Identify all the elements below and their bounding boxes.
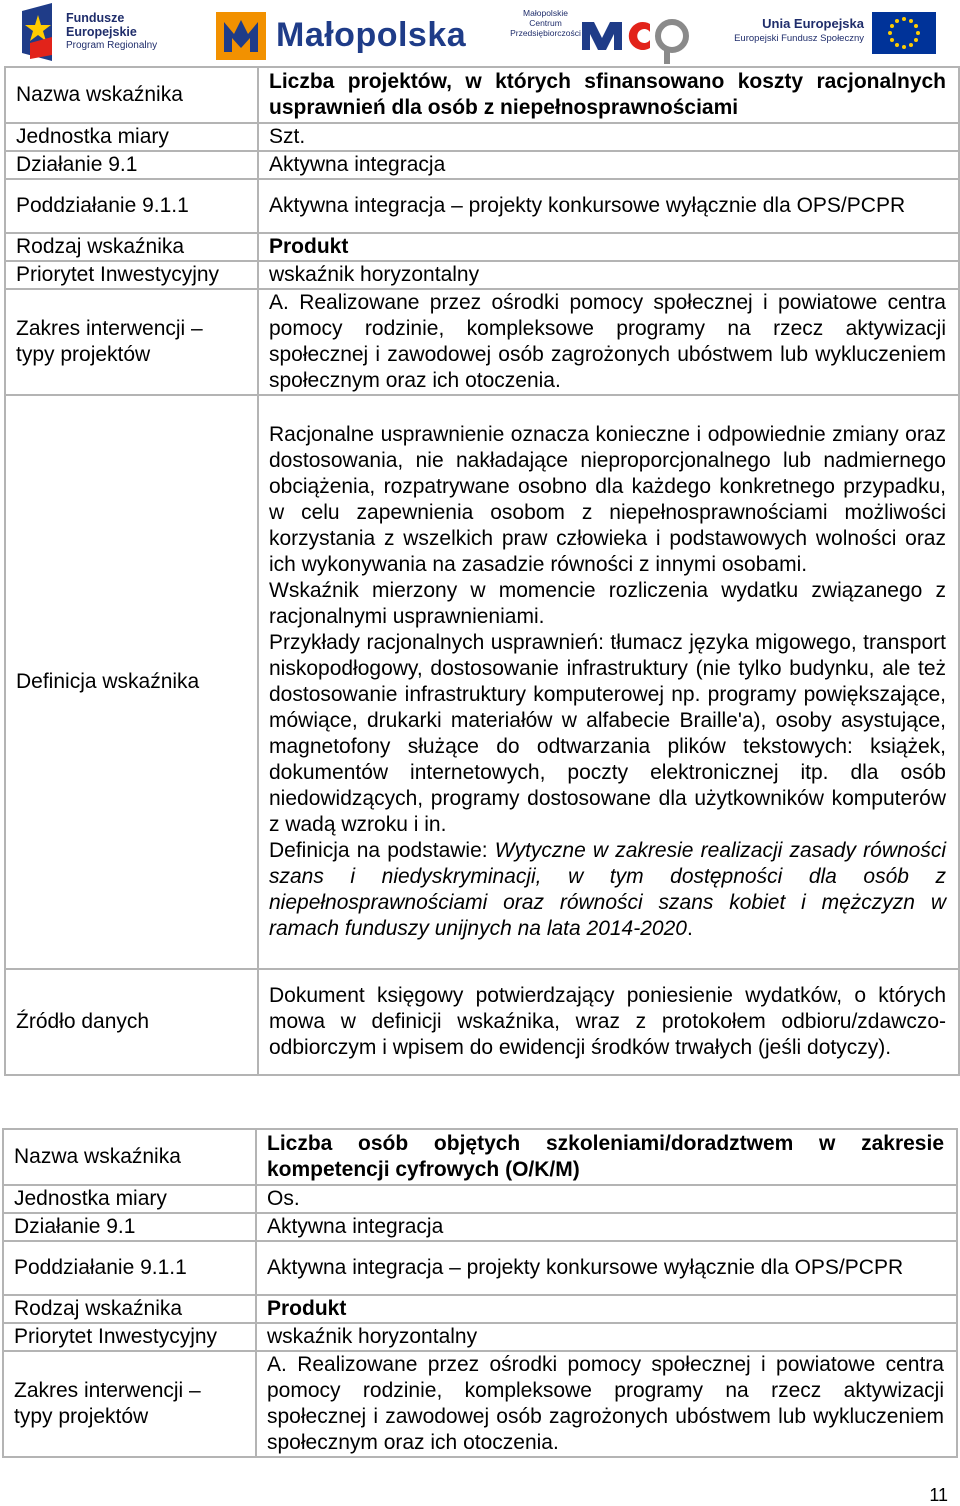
table-row	[3, 1213, 957, 1241]
source-prefix: Definicja na podstawie:	[269, 839, 495, 862]
scope-value: A. Realizowane przez ośrodki pomocy społecznej i powiatowe centra pomocy rodzinie, kompleksowe programy na rzecz aktywizacji społecznej i zawodowej osób zagrożonych ubóstwem lub wykluczeniem społecznym oraz ich otoczenia.	[258, 289, 959, 395]
table-row	[5, 969, 959, 1075]
table-row	[3, 1295, 957, 1323]
ue-logo	[722, 12, 937, 56]
page-header	[0, 0, 960, 66]
row-label: Priorytet Inwestycyjny	[3, 1323, 256, 1351]
row-label: Źródło danych	[5, 969, 258, 1075]
subaction-value: Aktywna integracja – projekty konkursowe wyłącznie dla OPS/PCPR	[256, 1241, 957, 1295]
row-label: Jednostka miary	[5, 123, 258, 151]
page-number: 11	[929, 1485, 948, 1505]
ue-text	[722, 16, 864, 46]
source-title: Wytyczne w zakresie realizacji zasady równości szans i niedyskryminacji, w tym dostępności dla osób z niepełnosprawnościami oraz równości szans kobiet i mężczyzn w ramach funduszy unijnych na lata 2014-2020	[269, 839, 947, 940]
table-row	[3, 1185, 957, 1213]
table-row	[5, 151, 959, 179]
table-row	[5, 289, 959, 395]
row-label: Poddziałanie 9.1.1	[5, 179, 258, 233]
mcp-small-text: Małopolskie Centrum Przedsiębiorczości	[510, 8, 581, 38]
mcp-logo	[508, 8, 688, 66]
source-suffix: .	[686, 917, 693, 940]
table-row	[3, 1129, 957, 1185]
row-label: Priorytet Inwestycyjny	[5, 261, 258, 289]
action-value: Aktywna integracja	[256, 1213, 957, 1241]
malopolska-name: Małopolska	[276, 16, 467, 54]
unit-value: Os.	[256, 1185, 957, 1213]
row-label: Poddziałanie 9.1.1	[3, 1241, 256, 1295]
row-label: Działanie 9.1	[3, 1213, 256, 1241]
priority-value: wskaźnik horyzontalny	[258, 261, 959, 289]
priority-value: wskaźnik horyzontalny	[256, 1323, 957, 1351]
fe-text	[66, 11, 157, 53]
ue-line2: Europejski Fundusz Społeczny	[734, 33, 864, 44]
table-row	[5, 123, 959, 151]
table-row	[3, 1241, 957, 1295]
definition-source	[269, 838, 946, 942]
table-row	[5, 395, 959, 969]
row-label: Zakres interwencji – typy projektów	[3, 1351, 256, 1457]
table-row	[5, 233, 959, 261]
row-label: Nazwa wskaźnika	[3, 1129, 256, 1185]
row-label: Działanie 9.1	[5, 151, 258, 179]
fe-line1: Fundusze	[66, 11, 125, 25]
row-label: Rodzaj wskaźnika	[5, 233, 258, 261]
definition-paragraph: Wskaźnik mierzony w momencie rozliczenia wydatku związanego z racjonalnymi usprawnieniami.	[269, 579, 946, 628]
indicator-type-value: Produkt	[258, 233, 959, 261]
row-label: Rodzaj wskaźnika	[3, 1295, 256, 1323]
malopolska-emblem-icon	[216, 12, 266, 60]
indicator-table-1	[4, 66, 960, 1076]
table-row	[3, 1351, 957, 1457]
table-row	[3, 1323, 957, 1351]
fe-line3: Program Regionalny	[66, 40, 158, 51]
row-label: Zakres interwencji – typy projektów	[5, 289, 258, 395]
indicator-table-2	[2, 1128, 958, 1458]
ue-line1: Unia Europejska	[762, 16, 864, 31]
definition-value	[258, 395, 959, 969]
subaction-value: Aktywna integracja – projekty konkursowe wyłącznie dla OPS/PCPR	[258, 179, 959, 233]
table-row	[5, 179, 959, 233]
table-row	[5, 261, 959, 289]
table-row	[5, 67, 959, 123]
row-label: Nazwa wskaźnika	[5, 67, 258, 123]
row-label: Jednostka miary	[3, 1185, 256, 1213]
data-source-value: Dokument księgowy potwierdzający poniesienie wydatków, o których mowa w definicji wskaźnika, wraz z protokołem odbioru/zdawczo-odbiorczym i wpisem do ewidencji środków trwałych (jeśli dotyczy).	[258, 969, 959, 1075]
fundusze-europejskie-logo	[22, 3, 172, 61]
mcp-letters-icon	[580, 8, 690, 66]
definition-paragraph: Racjonalne usprawnienie oznacza konieczne i odpowiednie zmiany oraz dostosowania, nie nakładające nieproporcjonalnego lub nadmiernego obciążenia, rozpatrywane osobno dla każdego konkretnego przypadku, w celu zapewnienia osobom z niepełnosprawnościami możliwości korzystania z wszelkich praw człowieka i podstawowych wolności oraz ich wykonywania na zasadzie równości z innymi osobami.	[269, 423, 946, 576]
indicator-name: Liczba osób objętych szkoleniami/doradztwem w zakresie kompetencji cyfrowych (O/K/M)	[256, 1129, 957, 1185]
unit-value: Szt.	[258, 123, 959, 151]
fe-star-icon	[22, 3, 60, 61]
action-value: Aktywna integracja	[258, 151, 959, 179]
indicator-type-value: Produkt	[256, 1295, 957, 1323]
fe-line2: Europejskie	[66, 25, 137, 39]
malopolska-logo	[216, 12, 467, 62]
definition-paragraph: Przykłady racjonalnych usprawnień: tłumacz języka migowego, transport niskopodłogowy, dostosowanie infrastruktury (nie tylko budynku, ale też dostosowanie infrastruktury komputerowej np. programy powiększające, mówiące, drukarki materiałów w alfabecie Braille'a), osoby asystujące, magnetofony służące do odtwarzania plików tekstowych: książek, dokumentów internetowych, poczty elektronicznej itp. dla osób niedowidzących, programy dostosowane dla użytkowników komputerów z wadą wzroku i in.	[269, 631, 946, 836]
scope-value: A. Realizowane przez ośrodki pomocy społecznej i powiatowe centra pomocy rodzinie, kompleksowe programy na rzecz aktywizacji społecznej i zawodowej osób zagrożonych ubóstwem lub wykluczeniem społecznym oraz ich otoczenia.	[256, 1351, 957, 1457]
row-label: Definicja wskaźnika	[5, 395, 258, 969]
eu-flag-icon	[872, 12, 936, 54]
indicator-name: Liczba projektów, w których sfinansowano koszty racjonalnych usprawnień dla osób z niepełnosprawnościami	[258, 67, 959, 123]
